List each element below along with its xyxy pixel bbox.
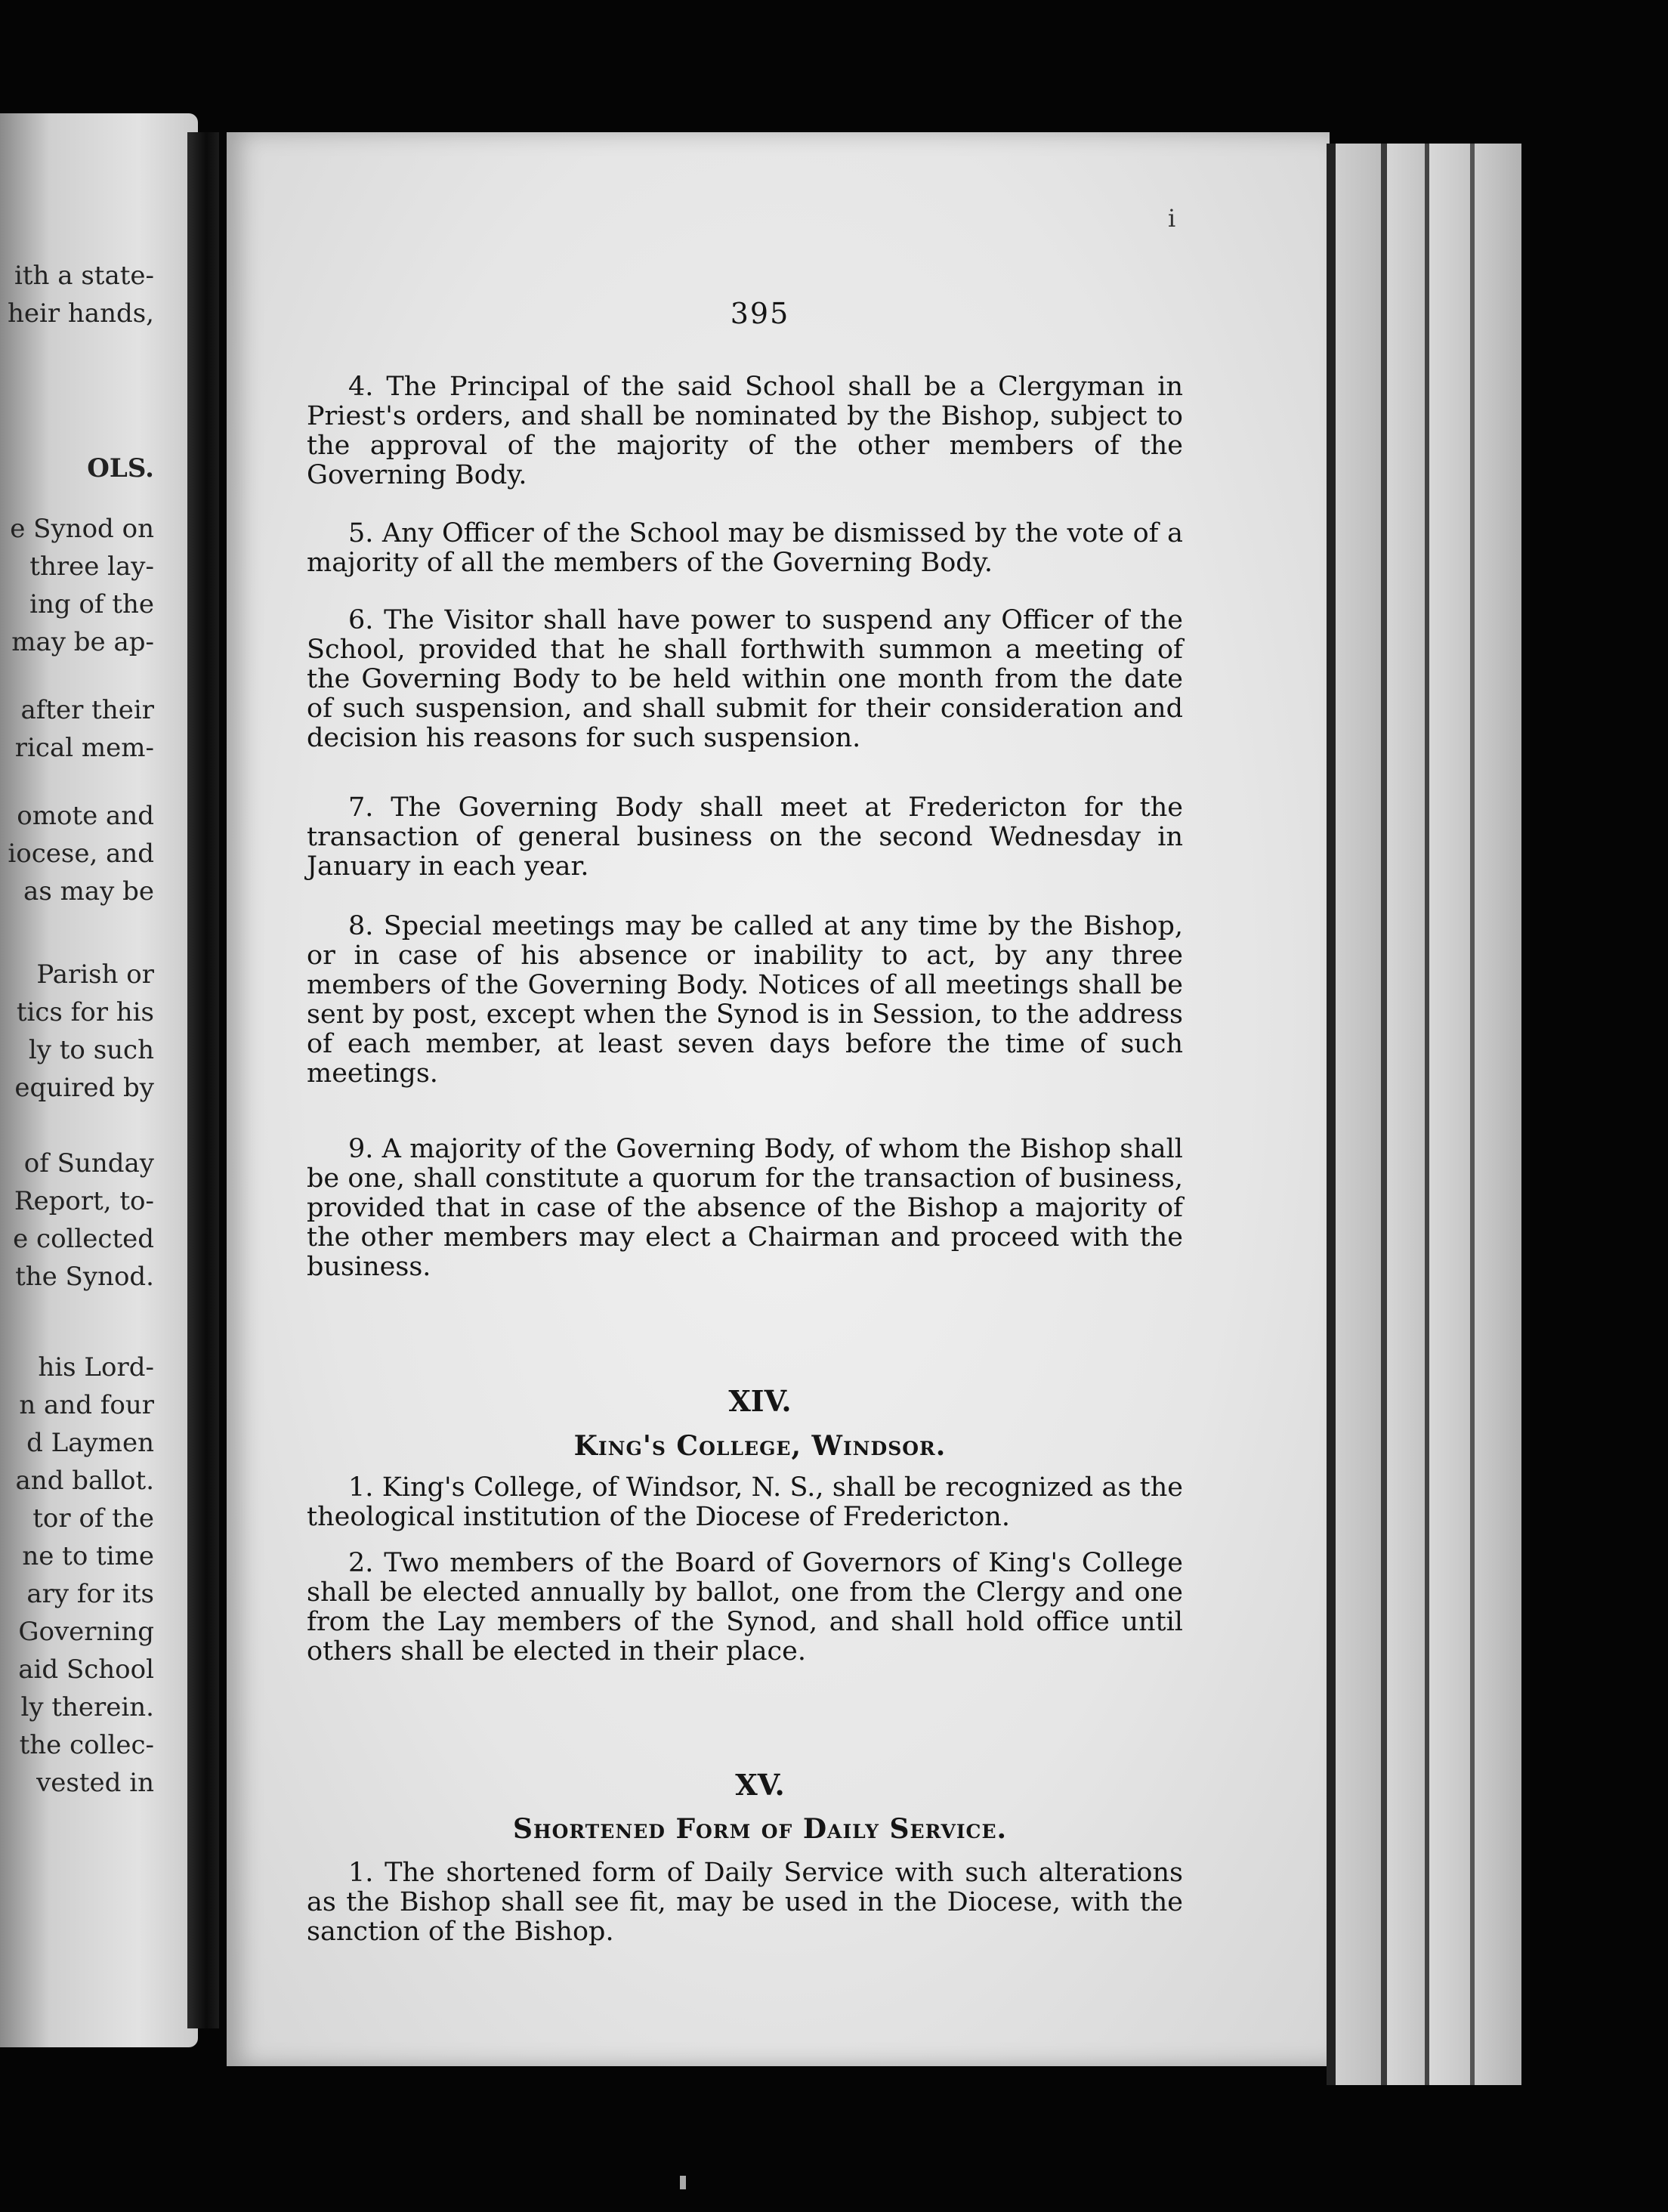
left-page-line: tor of the xyxy=(32,1503,154,1534)
left-facing-page xyxy=(0,113,198,2047)
left-page-line: Parish or xyxy=(36,959,154,990)
left-page-line: equired by xyxy=(14,1073,154,1103)
margin-mark: i xyxy=(1168,204,1176,233)
page-edges xyxy=(1327,144,1553,2085)
section-xv-title: Shortened Form of Daily Service. xyxy=(512,1813,1008,1845)
left-page-line: aid School xyxy=(18,1654,154,1685)
left-page-line: omote and xyxy=(17,801,154,831)
left-page-line: ly therein. xyxy=(20,1692,154,1722)
left-page-line: n and four xyxy=(19,1390,154,1420)
section-xiv-paragraph-1: 1. King's College, of Windsor, N. S., shall be recognized as the theological institution of the Diocese of Fredericton. xyxy=(307,1472,1183,1532)
paragraph-5-officer-dismissal: 5. Any Officer of the School may be dismissed by the vote of a majority of all the members of the Governing Body. xyxy=(307,518,1183,578)
left-page-line: ly to such xyxy=(28,1035,154,1065)
left-page-line: ary for its xyxy=(26,1579,154,1609)
left-page-line: rical mem- xyxy=(14,733,154,763)
left-page-line: his Lord- xyxy=(38,1352,154,1382)
page-edge xyxy=(1387,144,1425,2085)
left-page-line: of Sunday xyxy=(23,1148,154,1179)
left-page-line: e Synod on xyxy=(10,514,154,544)
page-number: 395 xyxy=(730,297,790,330)
left-page-line: ne to time xyxy=(22,1541,154,1571)
left-page-line: after their xyxy=(20,695,154,725)
left-page-line: may be ap- xyxy=(11,627,154,657)
paragraph-8-special-meetings: 8. Special meetings may be called at any time by the Bishop, or in case of his absence or inability to act, by any three members of the Governing Body. Notices of all meetings shall be sent by post, except when the Synod is in Session, to the address of each member, at least seven days before the time of such meetings. xyxy=(307,911,1183,1089)
section-xiv-paragraph-2: 2. Two members of the Board of Governors of King's College shall be elected annually by ballot, one from the Clergy and one from the Lay members of the Synod, and shall hold office until others shall be elected in their place. xyxy=(307,1548,1183,1667)
left-page-line: Governing xyxy=(18,1617,154,1647)
page-edge xyxy=(1429,144,1470,2085)
scan-artifact xyxy=(680,2176,686,2189)
page-edge xyxy=(1336,144,1381,2085)
page-edge-shadow xyxy=(1327,144,1336,2085)
left-page-line: heir hands, xyxy=(7,298,154,329)
left-page-line: the collec- xyxy=(19,1730,154,1760)
left-page-line: the Synod. xyxy=(15,1262,154,1292)
left-page-line: tics for his xyxy=(16,997,154,1027)
left-page-line: and ballot. xyxy=(15,1466,154,1496)
page-text-block xyxy=(269,132,1372,2066)
section-xiv-number: XIV. xyxy=(728,1384,792,1418)
section-xv-number: XV. xyxy=(735,1768,785,1802)
left-page-line: OLS. xyxy=(87,453,154,483)
left-page-text xyxy=(0,113,198,2047)
paragraph-7-governing-body-meeting: 7. The Governing Body shall meet at Fredericton for the transaction of general business on the second Wednesday in January in each year. xyxy=(307,792,1183,882)
page-edge xyxy=(1475,144,1521,2085)
paragraph-4-principal: 4. The Principal of the said School shall be a Clergyman in Priest's orders, and shall be nominated by the Bishop, subject to the approval of the majority of the other members of the Governing Body. xyxy=(307,372,1183,490)
book-gutter xyxy=(187,132,219,2028)
left-page-line: Report, to- xyxy=(14,1186,154,1216)
left-page-line: vested in xyxy=(36,1768,154,1798)
section-xv-paragraph-1: 1. The shortened form of Daily Service with such alterations as the Bishop shall see fit, may be used in the Diocese, with the sanction of the Bishop. xyxy=(307,1858,1183,1947)
left-page-line: e collected xyxy=(13,1224,154,1254)
section-xiv-title: King's College, Windsor. xyxy=(573,1430,947,1462)
left-page-line: as may be xyxy=(23,876,154,907)
left-page-line: ing of the xyxy=(29,589,154,619)
left-page-line: iocese, and xyxy=(8,839,154,869)
left-page-line: three lay- xyxy=(29,551,154,582)
paragraph-9-quorum: 9. A majority of the Governing Body, of whom the Bishop shall be one, shall constitute a quorum for the transaction of business, provided that in case of the absence of the Bishop a majority of the other members may elect a Chairman and proceed with the business. xyxy=(307,1134,1183,1282)
left-page-line: d Laymen xyxy=(26,1428,154,1458)
page-edge-line xyxy=(1381,144,1387,2085)
paragraph-6-visitor-power: 6. The Visitor shall have power to suspend any Officer of the School, provided that he shall forthwith summon a meeting of the Governing Body to be held within one month from the date of such suspension, and shall submit for their consideration and decision his reasons for such suspension. xyxy=(307,605,1183,753)
left-page-line: ith a state- xyxy=(14,261,154,291)
page-395 xyxy=(227,132,1330,2066)
